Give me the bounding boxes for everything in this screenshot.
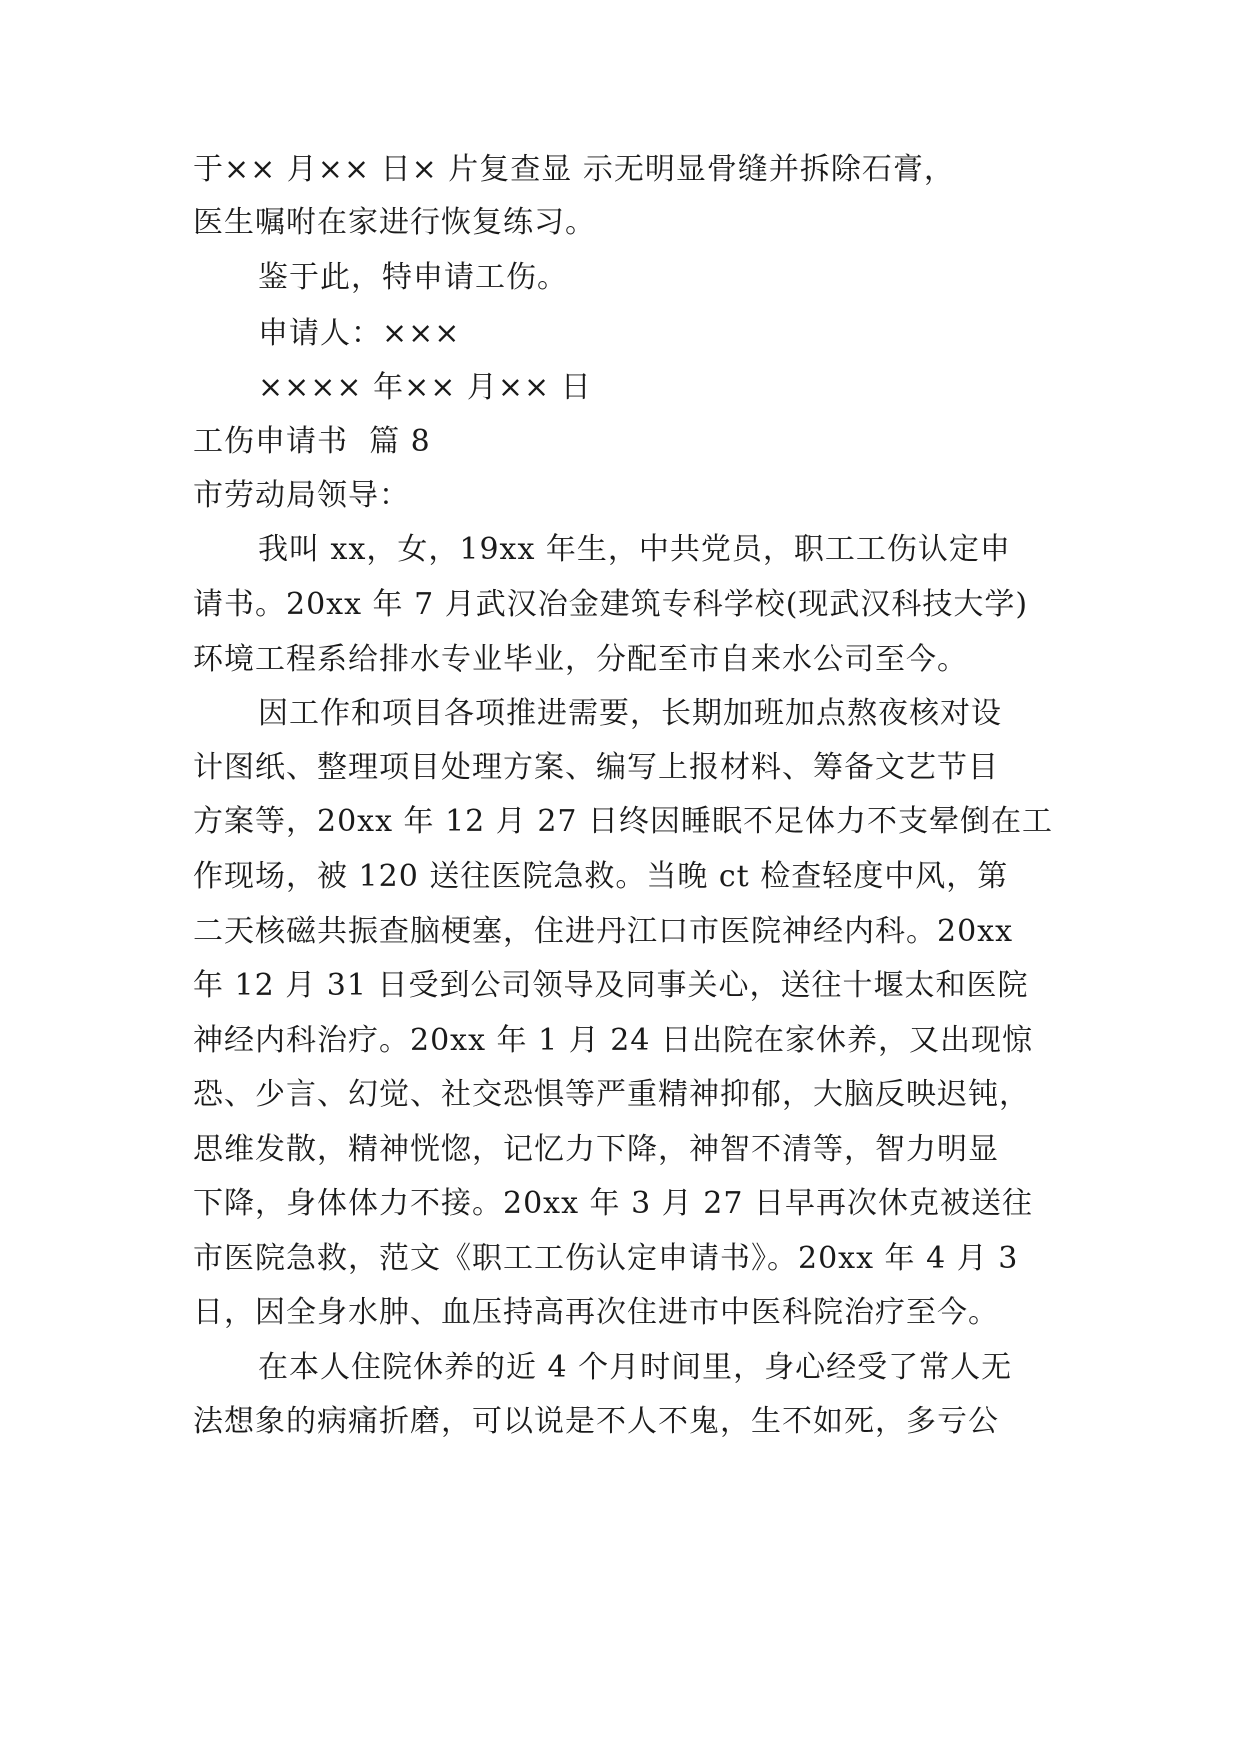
text-line: 环境工程系给排水专业毕业，分配至市自来水公司至今。 [193,642,968,677]
text-line: 医生嘱咐在家进行恢复练习。 [193,205,596,240]
text-line: 二天核磁共振查脑梗塞，住进丹江口市医院神经内科。20xx [193,914,1014,949]
text-line: 计图纸、整理项目处理方案、编写上报材料、筹备文艺节目 [193,750,999,785]
text-line: 法想象的病痛折磨，可以说是不人不鬼，生不如死，多亏公 [193,1404,999,1439]
signature-applicant: 申请人：××× [258,316,461,351]
text-line: 市医院急救，范文《职工工伤认定申请书》。20xx 年 4 月 3 [193,1241,1019,1276]
text-line: 鉴于此，特申请工伤。 [258,260,568,295]
salutation: 市劳动局领导： [193,478,410,513]
section-title: 工伤申请书 篇 8 [193,424,431,459]
text-line: 作现场，被 120 送往医院急救。当晚 ct 检查轻度中风，第 [193,859,1009,894]
signature-date: ×××× 年×× 月×× 日 [258,370,592,405]
text-line: 恐、少言、幻觉、社交恐惧等严重精神抑郁，大脑反映迟钝， [193,1077,1030,1112]
text-line: 思维发散，精神恍惚，记忆力下降，神智不清等，智力明显 [193,1132,999,1167]
text-line: 于×× 月×× 日× 片复查显 示无明显骨缝并拆除石膏， [193,152,955,187]
text-line: 我叫 xx，女，19xx 年生，中共党员，职工工伤认定申 [258,532,1011,567]
text-line: 方案等，20xx 年 12 月 27 日终因睡眠不足体力不支晕倒在工 [193,804,1054,839]
text-line: 因工作和项目各项推进需要，长期加班加点熬夜核对设 [258,696,1002,731]
text-line: 在本人住院休养的近 4 个月时间里，身心经受了常人无 [258,1350,1013,1385]
text-line: 请书。20xx 年 7 月武汉冶金建筑专科学校(现武汉科技大学) [193,587,1029,622]
text-line: 下降，身体体力不接。20xx 年 3 月 27 日早再次休克被送往 [193,1186,1033,1221]
text-line: 年 12 月 31 日受到公司领导及同事关心，送往十堰太和医院 [193,968,1029,1003]
text-line: 神经内科治疗。20xx 年 1 月 24 日出院在家休养，又出现惊 [193,1023,1033,1058]
text-line: 日，因全身水肿、血压持高再次住进市中医科院治疗至今。 [193,1295,999,1330]
